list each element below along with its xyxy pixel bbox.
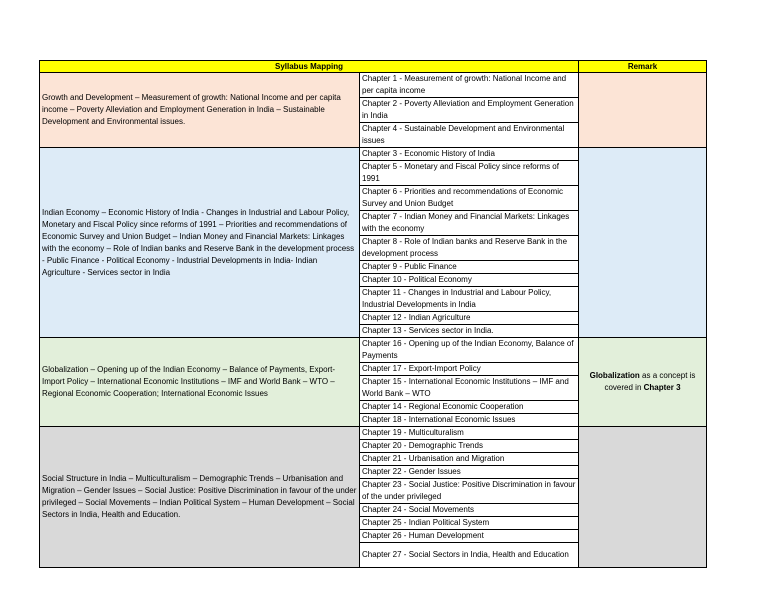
chapter-cell: Chapter 10 - Political Economy <box>360 274 579 287</box>
chapter-cell: Chapter 11 - Changes in Industrial and Labour Policy, Industrial Developments in India <box>360 287 579 312</box>
table-row <box>40 427 707 440</box>
chapter-cell: Chapter 21 - Urbanisation and Migration <box>360 453 579 466</box>
chapter-cell: Chapter 19 - Multiculturalism <box>360 427 579 440</box>
remark-header: Remark <box>579 61 707 73</box>
chapter-cell: Chapter 16 - Opening up of the Indian Economy, Balance of Payments <box>360 338 579 363</box>
table-body <box>40 73 707 568</box>
chapter-cell: Chapter 18 - International Economic Issues <box>360 414 579 427</box>
chapter-cell: Chapter 8 - Role of Indian banks and Reserve Bank in the development process <box>360 236 579 261</box>
chapter-cell: Chapter 14 - Regional Economic Cooperation <box>360 401 579 414</box>
chapter-cell: Chapter 23 - Social Justice: Positive Discrimination in favour of the under privileged <box>360 479 579 504</box>
chapter-cell: Chapter 15 - International Economic Institutions – IMF and World Bank – WTO <box>360 376 579 401</box>
table-row <box>40 148 707 161</box>
remark-cell <box>579 338 707 427</box>
chapter-cell: Chapter 1 - Measurement of growth: National Income and per capita income <box>360 73 579 98</box>
chapter-cell: Chapter 22 - Gender Issues <box>360 466 579 479</box>
syllabus-topic-cell: Social Structure in India – Multiculturalism – Demographic Trends – Urbanisation and Migration – Gender Issues – Social Justice: Positive Discrimination in favour of the under privileged – Social Movements – Indian Political System – Human Development – Social Sectors in India, Health and Education. <box>40 427 360 568</box>
syllabus-topic-cell: Globalization – Opening up of the Indian Economy – Balance of Payments, Export-Import Policy – International Economic Institutions – IMF and World Bank – WTO – Regional Economic Cooperation; International Economic Issues <box>40 338 360 427</box>
syllabus-mapping-header: Syllabus Mapping <box>40 61 579 73</box>
remark-cell <box>579 427 707 568</box>
syllabus-topic-cell: Indian Economy – Economic History of India - Changes in Industrial and Labour Policy, Monetary and Fiscal Policy since reforms of 1991 – Priorities and recommendations of Economic Survey and Union Budget – Indian Money and Financial Markets: Linkages with the economy – Role of Indian banks and Reserve Bank in the development process - Public Finance - Political Economy - Industrial Developments in India- Indian Agriculture - Services sector in India <box>40 148 360 338</box>
chapter-cell: Chapter 4 - Sustainable Development and Environmental issues <box>360 123 579 148</box>
chapter-cell: Chapter 3 - Economic History of India <box>360 148 579 161</box>
chapter-cell: Chapter 2 - Poverty Alleviation and Employment Generation in India <box>360 98 579 123</box>
header-row <box>40 61 707 73</box>
remark-cell <box>579 148 707 338</box>
syllabus-topic-cell: Growth and Development – Measurement of growth: National Income and per capita income – Poverty Alleviation and Employment Generation in India – Sustainable Development and Environmental issues. <box>40 73 360 148</box>
chapter-cell: Chapter 26 - Human Development <box>360 530 579 543</box>
chapter-cell: Chapter 20 - Demographic Trends <box>360 440 579 453</box>
table-row <box>40 338 707 363</box>
remark-bold-chapter: Chapter 3 <box>643 383 681 392</box>
table-row <box>40 73 707 98</box>
chapter-cell: Chapter 17 - Export-Import Policy <box>360 363 579 376</box>
chapter-cell: Chapter 9 - Public Finance <box>360 261 579 274</box>
chapter-cell: Chapter 5 - Monetary and Fiscal Policy since reforms of 1991 <box>360 161 579 186</box>
chapter-cell: Chapter 7 - Indian Money and Financial Markets: Linkages with the economy <box>360 211 579 236</box>
chapter-cell: Chapter 6 - Priorities and recommendations of Economic Survey and Union Budget <box>360 186 579 211</box>
chapter-cell: Chapter 24 - Social Movements <box>360 504 579 517</box>
chapter-cell: Chapter 25 - Indian Political System <box>360 517 579 530</box>
remark-text: as a concept is covered in <box>604 371 696 392</box>
chapter-cell: Chapter 13 - Services sector in India. <box>360 325 579 338</box>
remark-cell <box>579 73 707 148</box>
chapter-cell: Chapter 12 - Indian Agriculture <box>360 312 579 325</box>
syllabus-mapping-table <box>39 60 707 568</box>
chapter-cell: Chapter 27 - Social Sectors in India, Health and Education <box>360 543 579 568</box>
remark-bold-term: Globalization <box>589 371 640 380</box>
